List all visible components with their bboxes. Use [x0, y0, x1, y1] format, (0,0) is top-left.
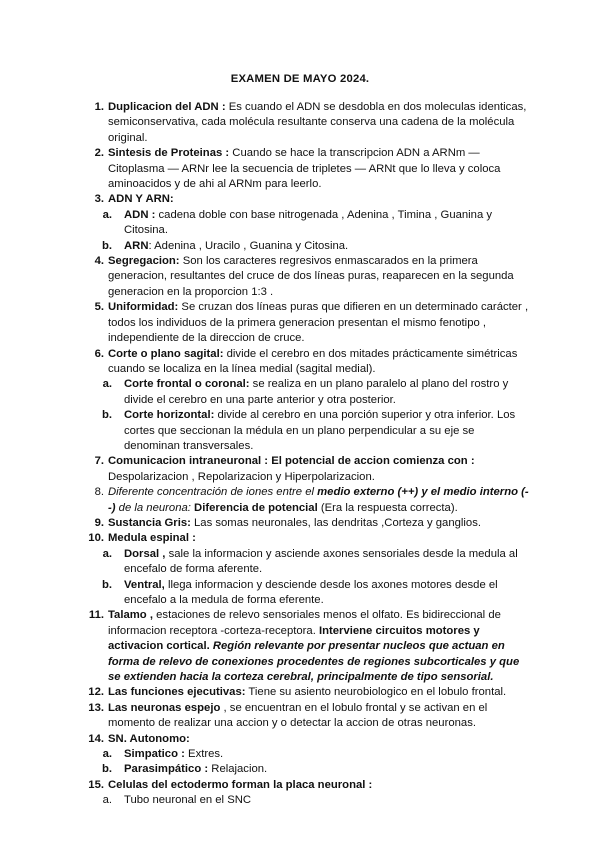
item-number: 2.	[94, 147, 104, 160]
sub-item-text: sale la informacion y asciende axones sensoriales desde la medula al encefalo de forma aferente.	[124, 547, 518, 576]
item-number: 6.	[94, 347, 104, 360]
page-title: EXAMEN DE MAYO 2024.	[230, 73, 370, 85]
sub-item	[80, 747, 532, 762]
item-text: Las somas neuronales, las dendritas ,Corteza y ganglios.	[190, 516, 481, 529]
list-item	[80, 516, 532, 531]
item-text: divide el cerebro en dos mitades prácticamente simétricas cuando se localiza en la línea medial (sagital medial).	[108, 347, 518, 375]
item-number: 5.	[94, 301, 104, 314]
item-italic-text: de la neurona:	[115, 501, 191, 514]
list-item	[80, 701, 532, 732]
item-heading: Uniformidad:	[108, 301, 179, 314]
sub-item-letter: a.	[102, 794, 112, 807]
item-text: estaciones de relevo sensoriales menos el olfato. Es bidireccional de informacion receptora -corteza-receptora.	[108, 609, 501, 637]
item-number: 13.	[88, 701, 104, 714]
sub-item	[80, 239, 532, 254]
sub-item-letter: a.	[102, 378, 112, 391]
sub-item-heading: Corte frontal o coronal:	[124, 378, 250, 391]
item-heading: Duplicacion del ADN :	[108, 101, 226, 113]
item-heading: Segregacion:	[108, 255, 180, 268]
list-item	[80, 100, 532, 146]
sub-item-text: cadena doble con base nitrogenada , Adenina , Timina , Guanina y Citosina.	[124, 208, 493, 237]
item-number: 14.	[88, 732, 104, 745]
item-text: Es cuando el ADN se desdobla en dos moleculas identicas, semiconservativa, cada molécula resultante conserva una cadena de la molécula original.	[108, 101, 527, 144]
item-text: , se encuentran en el lobulo frontal y se activan en el momento de realizar una accion y o detectar la accion de otras neuronas.	[108, 701, 488, 730]
list-item	[80, 608, 532, 685]
list-item	[80, 192, 532, 207]
item-heading: Las funciones ejecutivas:	[108, 686, 246, 699]
sub-item-letter: b.	[101, 409, 112, 422]
list-item	[80, 347, 532, 378]
sub-item-letter: b.	[101, 239, 112, 252]
item-number: 8.	[94, 486, 104, 499]
item-text: Se cruzan dos líneas puras que difieren en un determinado carácter , todos los individuos de la primera generacion presentan el mismo fenotipo , independiente de la direccion de cruce.	[108, 301, 529, 345]
item-text: Cuando se hace la transcripcion ADN a ARNm — Citoplasma — ARNr lee la secuencia de tripletes — ARNt que lo lleva y coloca aminoacidos y de ahi al ARNm para leerlo.	[108, 147, 501, 191]
item-number: 3.	[94, 193, 104, 206]
item-bold-text: Interviene circuitos motores y activacion cortical.	[108, 624, 480, 653]
item-heading: Corte o plano sagital:	[108, 347, 224, 360]
sub-item-heading: Parasimpático :	[124, 763, 209, 776]
sub-item-text: divide al cerebro en una porción superior y otra inferior. Los cortes que seccionan la médula en un plano perpendicular a su eje se denominan transversales.	[124, 409, 516, 452]
sub-item-heading: Ventral,	[124, 578, 165, 591]
sub-item-letter: a.	[102, 208, 112, 221]
sub-item-letter: b.	[101, 578, 112, 591]
sub-item	[80, 578, 532, 609]
item-heading: Comunicacion intraneuronal : El potencial de accion comienza con :	[108, 455, 475, 468]
item-number: 15.	[88, 778, 104, 791]
sub-item-heading: ADN :	[124, 208, 156, 221]
sub-item-text: se realiza en un plano paralelo al plano del rostro y divide el cerebro en una parte anterior y otra posterior.	[124, 378, 509, 406]
item-italic-text: Diferente concentración de iones entre el	[108, 486, 318, 499]
sub-item-heading: Simpatico :	[124, 748, 185, 761]
item-bold-italic-text: medio externo (++) y el medio interno (--)	[108, 486, 529, 514]
item-heading: Celulas del ectodermo forman la placa neuronal :	[108, 778, 373, 791]
list-item	[80, 685, 532, 700]
item-number: 10.	[88, 532, 104, 545]
item-text: Son los caracteres regresivos enmascarados en la primera generacion, resultantes del cruce de dos líneas puras, reaparecen en la segunda generacion en la proporcion 1:3 .	[108, 255, 514, 298]
sub-item-letter: b.	[101, 763, 112, 776]
sub-item	[80, 547, 532, 578]
item-heading: Medula espinal :	[108, 532, 196, 545]
item-heading: Talamo ,	[108, 609, 153, 622]
sub-item-text: Tubo neuronal en el SNC	[124, 794, 252, 807]
list-item	[80, 778, 532, 793]
item-number: 7.	[94, 455, 104, 468]
list-item	[80, 485, 532, 516]
sub-item-heading: ARN	[124, 239, 149, 252]
item-bold-italic-text: Región relevante por presentar nucleos que actuan en forma de relevo de conexiones procedentes de regiones subcorticales y que se extienden hacia la corteza cerebral, principalmente de tipo sensorial.	[108, 640, 520, 684]
item-number: 1.	[94, 101, 104, 113]
item-number: 11.	[88, 609, 104, 622]
item-heading: Sintesis de Proteinas :	[108, 147, 230, 160]
sub-item	[80, 793, 532, 808]
sub-item-heading: Corte horizontal:	[124, 409, 215, 422]
sub-item	[80, 208, 532, 239]
list-item	[80, 300, 532, 346]
item-heading: Sustancia Gris:	[108, 516, 191, 529]
sub-item	[80, 762, 532, 777]
list-item	[80, 732, 532, 747]
sub-item-text: Relajacion.	[208, 763, 268, 776]
sub-item-text: : Adenina , Uracilo , Guanina y Citosina.	[148, 239, 349, 252]
sub-item-text: Extres.	[184, 748, 224, 761]
item-heading: Diferencia de potencial	[190, 501, 318, 514]
item-heading: Las neuronas espejo	[108, 701, 221, 714]
sub-item-heading: Dorsal ,	[124, 547, 166, 560]
question-list	[80, 100, 532, 809]
item-number: 4.	[94, 255, 104, 268]
item-number: 12.	[88, 686, 104, 699]
sub-item	[80, 408, 532, 454]
list-item	[80, 454, 532, 485]
item-text: (Era la respuesta correcta).	[317, 501, 458, 514]
list-item	[80, 254, 532, 300]
item-number: 9.	[94, 516, 104, 529]
sub-item-letter: a.	[102, 748, 112, 761]
item-heading: SN. Autonomo:	[108, 732, 190, 745]
item-text: Tiene su asiento neurobiologico en el lobulo frontal.	[245, 686, 507, 699]
sub-item-text: llega informacion y desciende desde los axones motores desde el encefalo a la medula de forma eferente.	[124, 578, 498, 606]
list-item	[80, 146, 532, 192]
list-item	[80, 531, 532, 546]
item-heading: ADN Y ARN:	[108, 193, 174, 206]
sub-item	[80, 377, 532, 408]
sub-item-letter: a.	[102, 547, 112, 560]
item-text: Despolarizacion , Repolarizacion y Hiperpolarizacion.	[108, 470, 375, 483]
